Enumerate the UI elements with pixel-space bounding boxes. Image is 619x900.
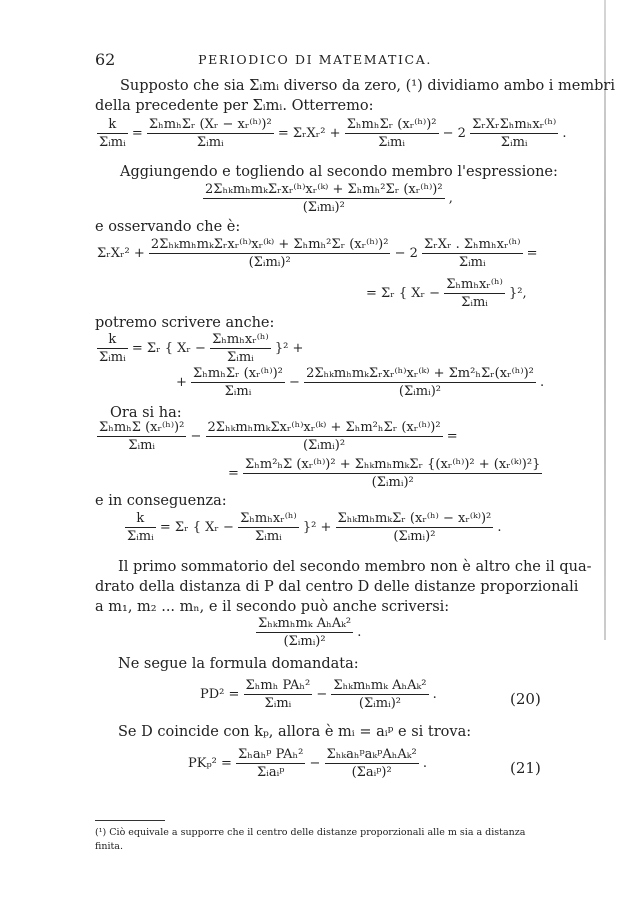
page-edge-shadow xyxy=(604,0,606,640)
footnote xyxy=(95,826,535,854)
equation-number: (20) xyxy=(510,690,541,708)
paragraph-line: Ne segue la formula domandata: xyxy=(118,656,359,672)
page-number: 62 xyxy=(95,50,116,69)
paragraph-line: a m₁, m₂ ... mₙ, e il secondo può anche scriversi: xyxy=(95,599,450,615)
equation-7: $\frac{\text{Σₕₖmₕmₖ AₕAₖ²}}{\text{(Σᵢmᵢ)²}}$ . xyxy=(258,616,362,649)
running-header xyxy=(95,50,535,72)
equation-4: $\frac{k}{\text{Σᵢmᵢ}}$ = Σᵣ { Xᵣ − $\frac{\text{Σₕmₕxᵣ⁽ʰ⁾}}{\text{Σᵢmᵢ}}$ }² + xyxy=(99,332,304,365)
paragraph-line: Se D coincide con kₚ, allora è mᵢ = aᵢᵖ e si trova: xyxy=(118,724,472,740)
equation-3-continued: = Σᵣ { Xᵣ − $\frac{\text{Σₕmₕxᵣ⁽ʰ⁾}}{\text{Σᵢmᵢ}}$ }², xyxy=(366,277,527,310)
equation-5-continued: = $\frac{\text{Σₕm²ₕΣ (xᵣ⁽ʰ⁾)² + ΣₕₖmₕmₖΣᵣ \{(xᵣ⁽ʰ⁾)² + (xᵣ⁽ᵏ⁾)²\}}}{\text{(Σᵢmᵢ)²}}$ xyxy=(228,457,541,490)
footnote-marker: (¹) xyxy=(95,827,107,838)
equation-5: $\frac{\text{ΣₕmₕΣ (xᵣ⁽ʰ⁾)²}}{\text{Σᵢmᵢ}}$ − $\frac{\text{2ΣₕₖmₕmₖΣxᵣ⁽ʰ⁾xᵣ⁽ᵏ⁾ + Σₕm²ₕΣᵣ (xᵣ⁽ʰ⁾)²}}{\text{(Σᵢmᵢ)²}}$ = xyxy=(99,420,458,453)
footnote-rule xyxy=(95,820,165,821)
equation-6: $\frac{k}{\text{Σᵢmᵢ}}$ = Σᵣ { Xᵣ − $\frac{\text{Σₕmₕxᵣ⁽ʰ⁾}}{\text{Σᵢmᵢ}}$ }² + $\frac{\text{ΣₕₖmₕmₖΣᵣ (xᵣ⁽ʰ⁾ − xᵣ⁽ᵏ⁾)²}}{\text{(Σᵢmᵢ)²}}$ . xyxy=(127,511,502,544)
equation-2: $\frac{\text{2ΣₕₖmₕmₖΣᵣxᵣ⁽ʰ⁾xᵣ⁽ᵏ⁾ + Σₕmₕ²Σᵣ (xᵣ⁽ʰ⁾)²}}{\text{(Σᵢmᵢ)²}}$ , xyxy=(205,182,453,215)
paragraph-line: Aggiungendo e togliendo al secondo membro l'espressione: xyxy=(120,164,558,180)
paragraph-line: Il primo sommatorio del secondo membro non è altro che il qua- xyxy=(118,559,592,575)
equation-1: $\frac{k}{\text{Σᵢmᵢ}}$ = $\frac{\text{ΣₕmₕΣᵣ (Xᵣ − xᵣ⁽ʰ⁾)²}}{\text{Σᵢmᵢ}}$ = ΣᵣXᵣ² + $\frac{\text{ΣₕmₕΣᵣ (xᵣ⁽ʰ⁾)²}}{\text{Σᵢmᵢ}}$ − 2 $\frac{\text{ΣᵣXᵣΣₕmₕxᵣ⁽ʰ⁾}}{\text{Σᵢmᵢ}}$ . xyxy=(99,117,567,150)
paragraph-line: Supposto che sia Σᵢmᵢ diverso da zero, (¹) dividiamo ambo i membri xyxy=(120,78,615,94)
equation-4-continued: + $\frac{\text{ΣₕmₕΣᵣ (xᵣ⁽ʰ⁾)²}}{\text{Σᵢmᵢ}}$ − $\frac{\text{2ΣₕₖmₕmₖΣᵣxᵣ⁽ʰ⁾xᵣ⁽ᵏ⁾ + Σm²ₕΣᵣ(xᵣ⁽ʰ⁾)²}}{\text{(Σᵢmᵢ)²}}$ . xyxy=(176,366,545,399)
paragraph-line: della precedente per Σᵢmᵢ. Otterremo: xyxy=(95,98,374,114)
footnote-text: Ciò equivale a supporre che il centro delle distanze proporzionali alle m sia a distanza finita. xyxy=(95,827,526,852)
paragraph-line: drato della distanza di P dal centro D delle distanze proporzionali xyxy=(95,579,579,595)
paragraph-line: e osservando che è: xyxy=(95,219,241,235)
equation-20: PD² = $\frac{\text{Σₕmₕ PAₕ²}}{\text{Σᵢmᵢ}}$ − $\frac{\text{Σₕₖmₕmₖ AₕAₖ²}}{\text{(Σᵢmᵢ)²}}$ . xyxy=(200,678,437,711)
running-title: PERIODICO DI MATEMATICA. xyxy=(198,52,432,67)
paragraph-line: potremo scrivere anche: xyxy=(95,315,275,331)
paragraph-line: e in conseguenza: xyxy=(95,493,227,509)
equation-3: ΣᵣXᵣ² + $\frac{\text{2ΣₕₖmₕmₖΣᵣxᵣ⁽ʰ⁾xᵣ⁽ᵏ⁾ + Σₕmₕ²Σᵣ (xᵣ⁽ʰ⁾)²}}{\text{(Σᵢmᵢ)²}}$ − 2 $\frac{\text{ΣᵣXᵣ . Σₕmₕxᵣ⁽ʰ⁾}}{\text{Σᵢmᵢ}}$ = xyxy=(97,237,538,270)
equation-21: PKₚ² = $\frac{\text{Σₕaₕᵖ PAₕ²}}{\text{Σᵢaᵢᵖ}}$ − $\frac{\text{ΣₕₖaₕᵖaₖᵖAₕAₖ²}}{\text{(Σaᵢᵖ)²}}$ . xyxy=(188,747,428,780)
paragraph-line: Ora si ha: xyxy=(110,405,182,421)
equation-number: (21) xyxy=(510,759,541,777)
